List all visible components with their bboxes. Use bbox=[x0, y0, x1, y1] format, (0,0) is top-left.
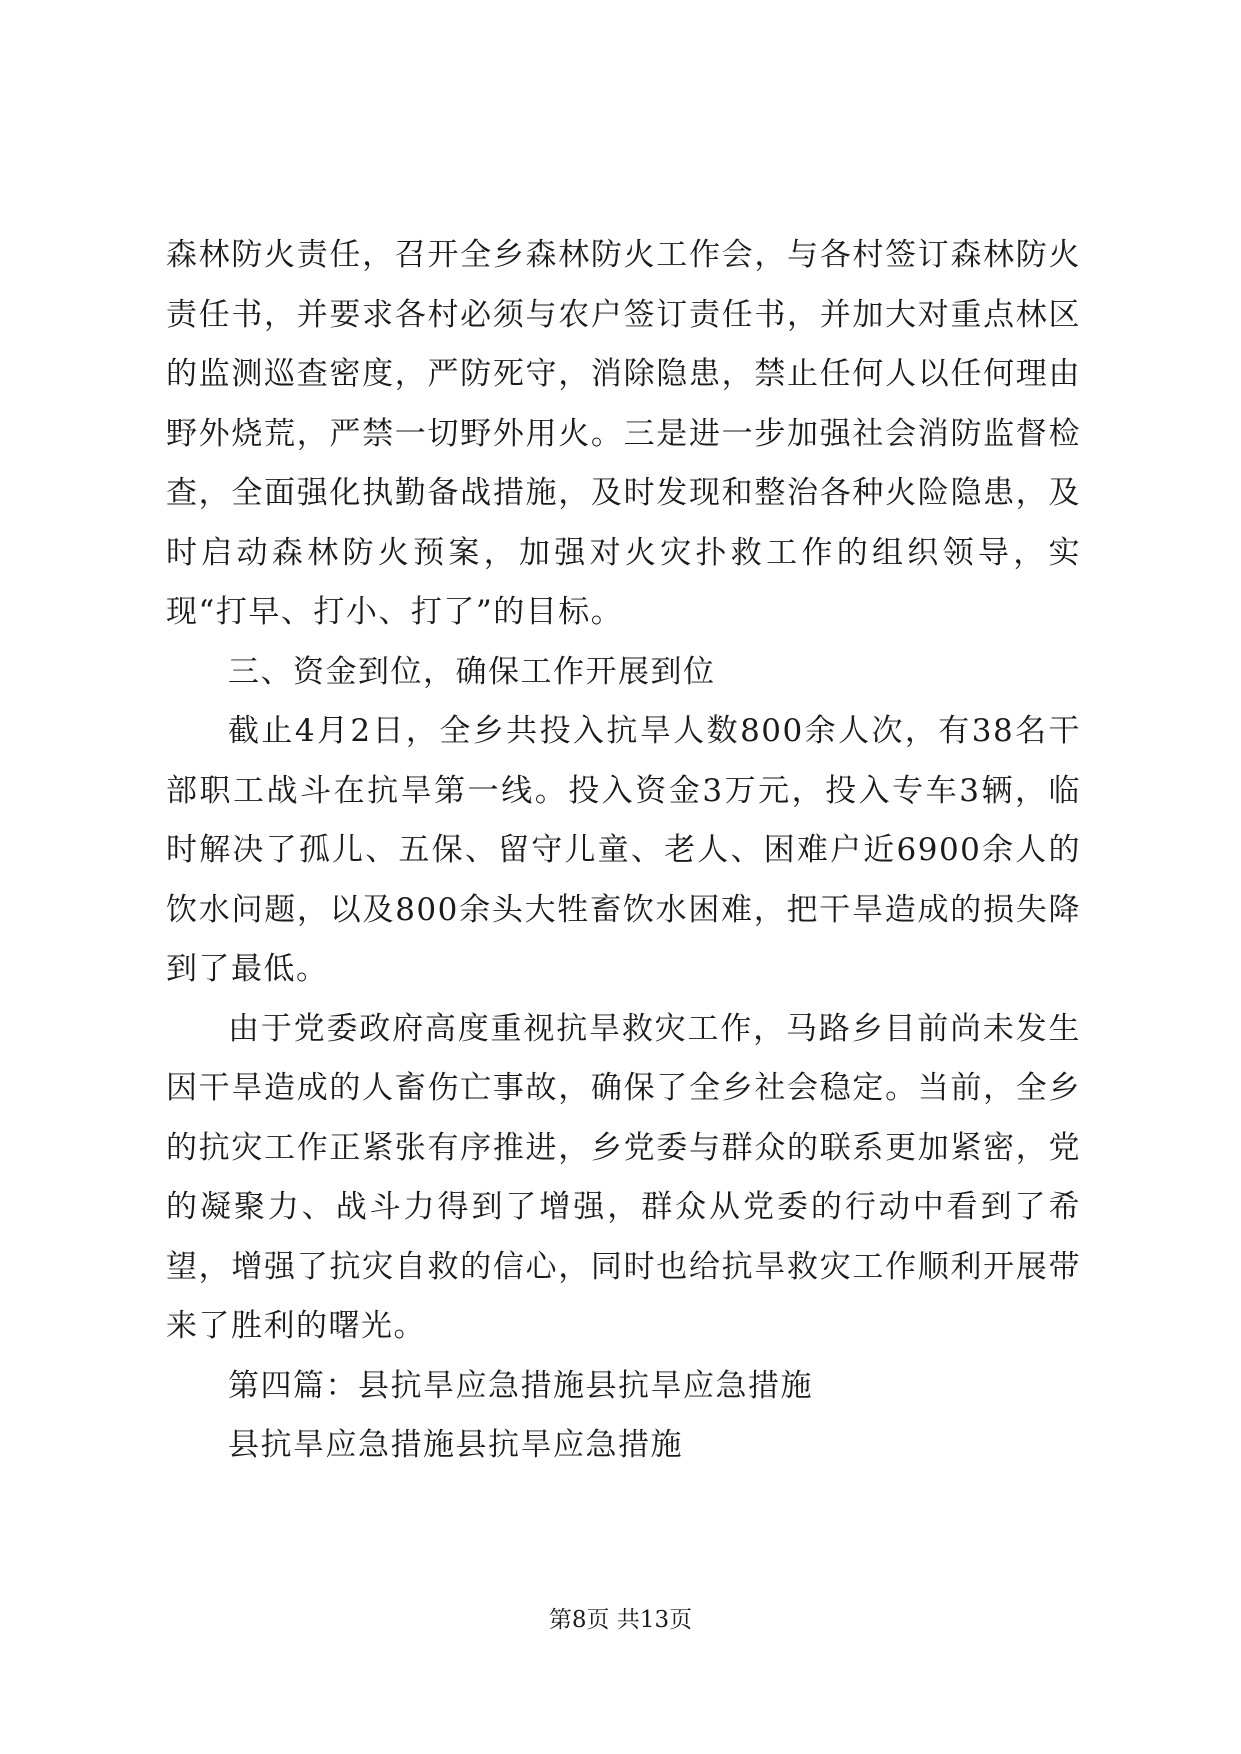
chapter-subtitle: 县抗旱应急措施县抗旱应急措施 bbox=[228, 1427, 683, 1463]
paragraph-summary: 由于党委政府高度重视抗旱救灾工作，马路乡目前尚未发生因干旱造成的人畜伤亡事故，确保了全乡社会稳定。当前，全乡的抗灾工作正紧张有序推进，乡党委与群众的联系更加紧密，党的凝聚力、战斗力得到了增强，群众从党委的行动中看到了希望，增强了抗灾自救的信心，同时也给抗旱救灾工作顺利开展带来了胜利的曙光。 bbox=[166, 1010, 1081, 1344]
document-body bbox=[166, 226, 1081, 1476]
paragraph-forest-fire: 森林防火责任，召开全乡森林防火工作会，与各村签订森林防火责任书，并要求各村必须与农户签订责任书，并加大对重点林区的监测巡查密度，严防死守，消除隐患，禁止任何人以任何理由野外烧荒，严禁一切野外用火。三是进一步加强社会消防监督检查，全面强化执勤备战措施，及时发现和整治各种火险隐患，及时启动森林防火预案，加强对火灾扑救工作的组织领导，实现“打早、打小、打了”的目标。 bbox=[166, 237, 1081, 630]
section-heading-funding: 三、资金到位，确保工作开展到位 bbox=[228, 653, 716, 690]
chapter-title: 第四篇：县抗旱应急措施县抗旱应急措施 bbox=[228, 1367, 813, 1404]
page-number-footer: 第8页 共13页 bbox=[548, 1607, 693, 1633]
paragraph-investment: 截止4月2日，全乡共投入抗旱人数800余人次，有38名干部职工战斗在抗旱第一线。投入资金3万元，投入专车3辆，临时解决了孤儿、五保、留守儿童、老人、困难户近6900余人的饮水问题，以及800余头大牲畜饮水困难，把干旱造成的损失降到了最低。 bbox=[166, 713, 1081, 987]
